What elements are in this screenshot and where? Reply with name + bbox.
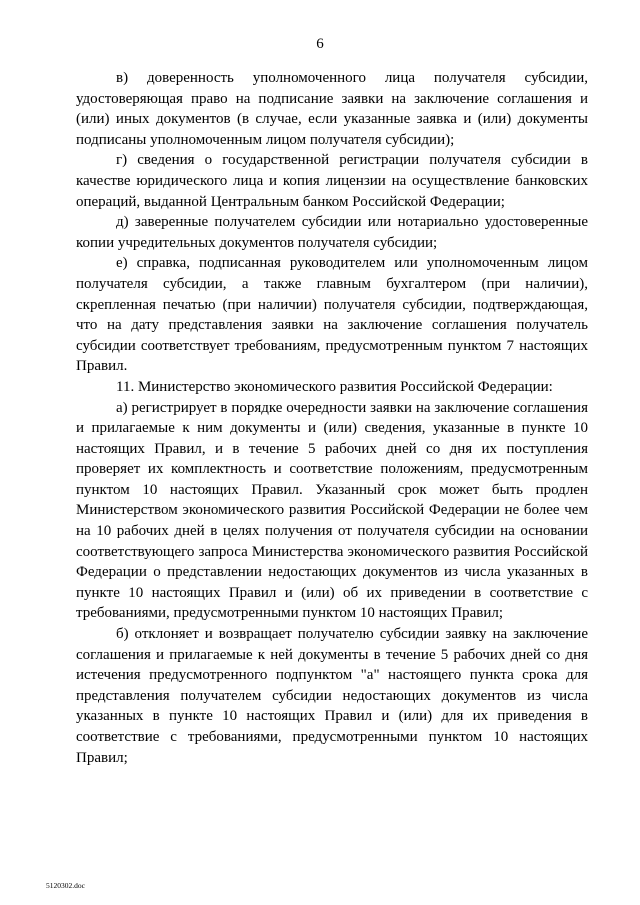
document-code: 5120302.doc: [46, 881, 85, 890]
paragraph-item-v: в) доверенность уполномоченного лица получателя субсидии, удостоверяющая право на подписание заявки на заключение соглашения и (или) иных документов (в случае, если указанные заявка и (или) документы подписаны уполномоченным лицом получателя субсидии);: [76, 70, 588, 148]
page-number: 6: [316, 36, 324, 52]
paragraph-item-d: д) заверенные получателем субсидии или нотариально удостоверенные копии учредительных документов получателя субсидии;: [76, 214, 588, 251]
paragraph-item-a: а) регистрирует в порядке очередности заявки на заключение соглашения и прилагаемые к ним документы и (или) сведения, указанные в пункте 10 настоящих Правил, и в течение 5 рабочих дней со дня их поступления проверяет их комплектность и соответствие положениям, предусмотренным пунктом 10 настоящих Правил. Указанный срок может быть продлен Министерством экономического развития Российской Федерации не более чем на 10 рабочих дней в целях получения от получателя субсидии на основании соответствующего запроса Министерства экономического развития Российской Федерации о представлении недостающих документов из числа указанных в пункте 10 настоящих Правил и (или) об их приведении в соответствие с требованиями, предусмотренными пунктом 10 настоящих Правил;: [76, 399, 588, 622]
paragraph-item-e: е) справка, подписанная руководителем или уполномоченным лицом получателя субсидии, а также главным бухгалтером (при наличии), скрепленная печатью (при наличии) получателя субсидии, подтверждающая, что на дату представления заявки на заключение соглашения получатель субсидии соответствует требованиям, предусмотренным пунктом 7 настоящих Правил.: [76, 255, 588, 375]
document-body: [76, 68, 588, 768]
paragraph-section-11: 11. Министерство экономического развития Российской Федерации:: [116, 378, 553, 395]
paragraph-item-b: б) отклоняет и возвращает получателю субсидии заявку на заключение соглашения и прилагаемые к ней документы в течение 5 рабочих дней со дня истечения предусмотренного подпунктом "а" настоящего пункта срока для представления получателем субсидии недостающих документов из числа указанных в пункте 10 настоящих Правил и (или) для их приведения в соответствие с требованиями, предусмотренными пунктом 10 настоящих Правил;: [76, 626, 588, 766]
paragraph-item-g: г) сведения о государственной регистрации получателя субсидии в качестве юридического лица и копия лицензии на осуществление банковских операций, выданной Центральным банком Российской Федерации;: [76, 152, 588, 210]
